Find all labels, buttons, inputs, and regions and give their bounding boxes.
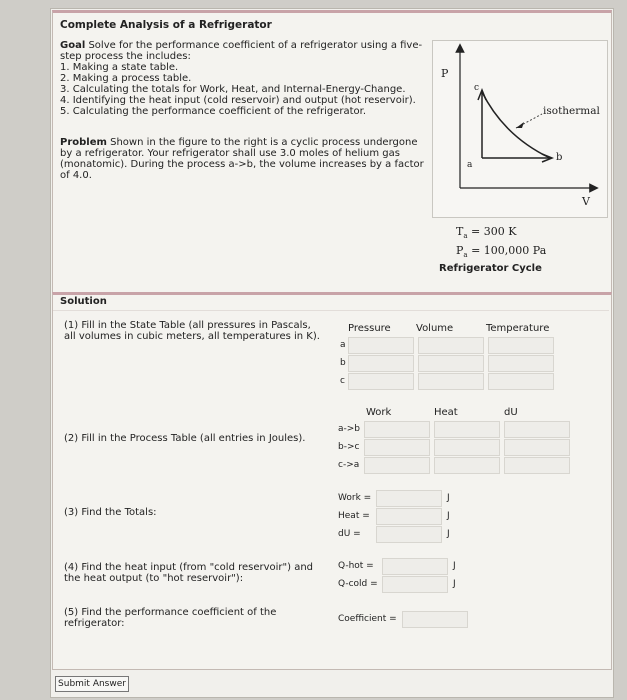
total-du-input[interactable] <box>376 526 442 543</box>
axis-v-label: V <box>582 195 590 208</box>
unit-joules: J <box>447 493 450 503</box>
temperature-a-spec: $T_a = 300$ K <box>456 225 517 241</box>
process-ca-work-input[interactable] <box>364 457 430 474</box>
goal-text-1: Solve for the performance coefficient of a refrigerator using a five- <box>85 40 423 51</box>
process-header-work: Work <box>366 407 392 418</box>
point-a-label: a <box>467 160 473 170</box>
unit-joules: J <box>453 579 456 589</box>
point-c-label: c <box>474 83 480 93</box>
step-item: 5. Calculating the performance coefficient of the refrigerator. <box>60 106 367 117</box>
submit-answer-button[interactable]: Submit Answer <box>55 676 129 692</box>
state-c-volume-input[interactable] <box>418 373 484 390</box>
process-ca-du-input[interactable] <box>504 457 570 474</box>
q-cold-label: Q-cold = <box>338 579 378 589</box>
state-b-pressure-input[interactable] <box>348 355 414 372</box>
unit-joules: J <box>447 529 450 539</box>
step4-instruction-1: (4) Find the heat input (from "cold reservoir") and <box>64 562 314 573</box>
problem-line-1 <box>60 137 417 148</box>
figure-caption: Refrigerator Cycle <box>439 263 542 274</box>
problem-line-2: by a refrigerator. Your refrigerator shall use 3.0 moles of helium gas <box>60 148 400 159</box>
step5-instruction-1: (5) Find the performance coefficient of the <box>64 607 277 618</box>
goal-line-2: step process the includes: <box>60 51 191 62</box>
process-ab-heat-input[interactable] <box>434 421 500 438</box>
state-a-pressure-input[interactable] <box>348 337 414 354</box>
state-c-pressure-input[interactable] <box>348 373 414 390</box>
total-work-input[interactable] <box>376 490 442 507</box>
process-header-heat: Heat <box>434 407 458 418</box>
process-bc-heat-input[interactable] <box>434 439 500 456</box>
goal-line-1 <box>60 40 422 51</box>
process-ca-heat-input[interactable] <box>434 457 500 474</box>
problem-label: Problem <box>60 137 107 148</box>
problem-text-1: Shown in the figure to the right is a cyclic process undergone <box>106 137 418 148</box>
state-row-label: a <box>340 340 346 350</box>
isothermal-label: isothermal <box>543 105 600 117</box>
total-heat-label: Heat = <box>338 511 370 521</box>
page-title: Complete Analysis of a Refrigerator <box>60 19 272 31</box>
step3-instruction: (3) Find the Totals: <box>64 507 157 518</box>
point-b-label: b <box>556 152 563 163</box>
process-b-c-curve <box>482 92 550 158</box>
step4-instruction-2: the heat output (to "hot reservoir"): <box>64 573 244 584</box>
state-header-volume: Volume <box>416 323 454 334</box>
pressure-a-spec: $P_a = 100,000$ Pa <box>456 244 547 260</box>
state-b-volume-input[interactable] <box>418 355 484 372</box>
q-hot-input[interactable] <box>382 558 448 575</box>
coefficient-label: Coefficient = <box>338 614 397 624</box>
total-du-label: dU = <box>338 529 361 539</box>
total-work-label: Work = <box>338 493 372 503</box>
process-bc-du-input[interactable] <box>504 439 570 456</box>
step1-instruction-2: all volumes in cubic meters, all temperatures in K). <box>64 331 320 342</box>
goal-label: Goal <box>60 40 86 51</box>
state-row-label: c <box>340 376 345 386</box>
state-c-temperature-input[interactable] <box>488 373 554 390</box>
axis-p-label: P <box>441 67 449 80</box>
process-ab-work-input[interactable] <box>364 421 430 438</box>
problem-line-3: (monatomic). During the process a->b, the volume increases by a factor <box>60 159 424 170</box>
state-a-volume-input[interactable] <box>418 337 484 354</box>
pv-diagram <box>432 40 606 216</box>
unit-joules: J <box>447 511 450 521</box>
step-item: 2. Making a process table. <box>60 73 192 84</box>
state-header-pressure: Pressure <box>348 323 391 334</box>
process-bc-work-input[interactable] <box>364 439 430 456</box>
step1-instruction-1: (1) Fill in the State Table (all pressures in Pascals, <box>64 320 311 331</box>
unit-joules: J <box>453 561 456 571</box>
state-header-temperature: Temperature <box>486 323 550 334</box>
state-row-label: b <box>340 358 346 368</box>
step5-instruction-2: refrigerator: <box>64 618 125 629</box>
q-cold-input[interactable] <box>382 576 448 593</box>
step-item: 1. Making a state table. <box>60 62 179 73</box>
solution-title: Solution <box>60 296 107 307</box>
process-row-label: b->c <box>338 442 360 452</box>
process-ab-du-input[interactable] <box>504 421 570 438</box>
process-row-label: a->b <box>338 424 361 434</box>
state-a-temperature-input[interactable] <box>488 337 554 354</box>
process-row-label: c->a <box>338 460 360 470</box>
step-item: 3. Calculating the totals for Work, Heat, and Internal-Energy-Change. <box>60 84 406 95</box>
coefficient-input[interactable] <box>402 611 468 628</box>
problem-line-4: of 4.0. <box>60 170 92 181</box>
q-hot-label: Q-hot = <box>338 561 374 571</box>
step-item: 4. Identifying the heat input (cold reservoir) and output (hot reservoir). <box>60 95 416 106</box>
total-heat-input[interactable] <box>376 508 442 525</box>
state-b-temperature-input[interactable] <box>488 355 554 372</box>
process-header-du: dU <box>504 407 518 418</box>
step2-instruction: (2) Fill in the Process Table (all entries in Joules). <box>64 433 306 444</box>
